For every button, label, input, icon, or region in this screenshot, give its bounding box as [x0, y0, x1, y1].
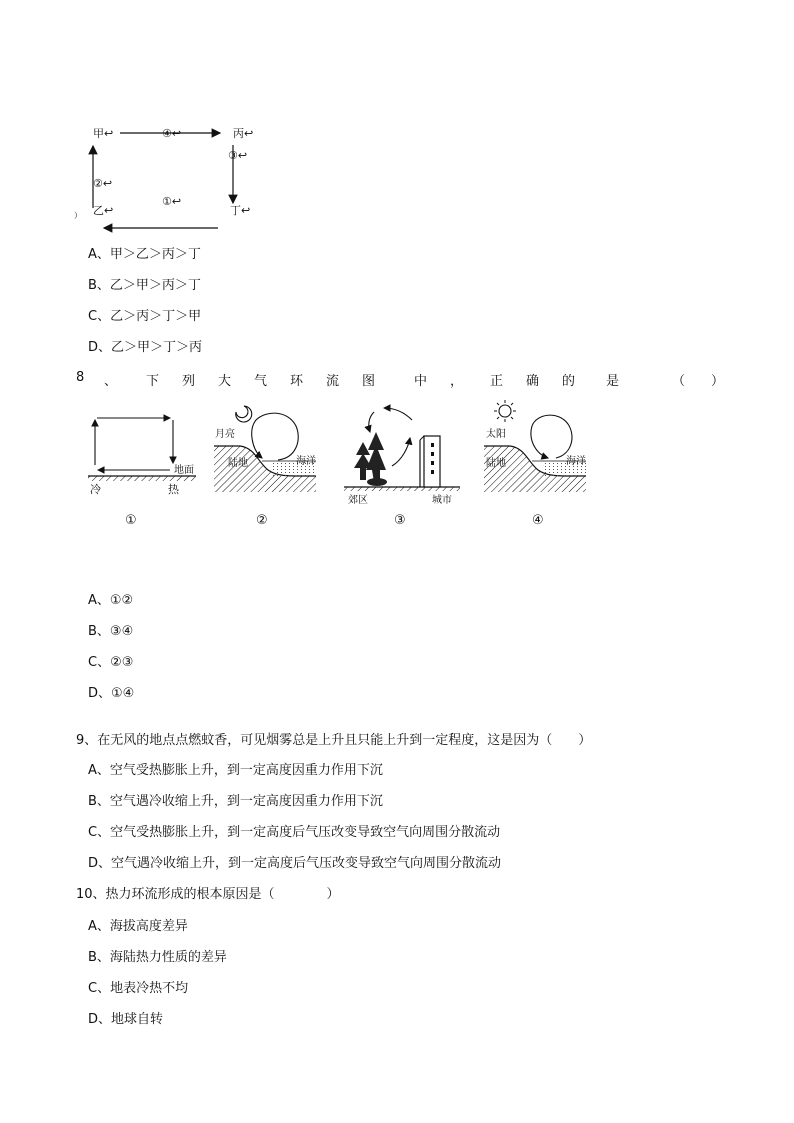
q8-option-d[interactable]: D、①④ [88, 686, 135, 701]
diagram-2 [214, 406, 316, 492]
d1-hot-label: 热 [168, 483, 179, 496]
d4-land-label: 陆地 [486, 458, 506, 469]
q10-option-d[interactable]: D、地球自转 [88, 1012, 164, 1027]
q8-option-c[interactable]: C、②③ [88, 655, 134, 670]
q10-option-b[interactable]: B、海陆热力性质的差异 [88, 950, 227, 965]
circulation-diagrams-svg [0, 0, 794, 540]
d2-sea-label: 海洋 [296, 456, 316, 467]
q7-option-a[interactable]: A、甲＞乙＞丙＞丁 [88, 247, 201, 262]
q7-option-d[interactable]: D、乙＞甲＞丁＞丙 [88, 340, 203, 355]
q8-option-b[interactable]: B、③④ [88, 624, 134, 639]
diagram-3 [344, 408, 460, 491]
q8-answer-paren: （ ） [672, 374, 725, 389]
d3-number: ③ [394, 513, 406, 528]
label-circle-2: ②↩ [93, 177, 113, 190]
moon-icon [236, 406, 252, 422]
d1-ground-label: 地面 [174, 465, 194, 476]
q10-option-c[interactable]: C、地表冷热不均 [88, 981, 189, 996]
d4-number: ④ [532, 513, 544, 528]
q9-option-c[interactable]: C、空气受热膨胀上升，到一定高度后气压改变导致空气向周围分散流动 [88, 825, 501, 840]
label-circle-1: ①↩ [162, 195, 182, 208]
d2-land-label: 陆地 [228, 458, 248, 469]
stray-mark: ） [74, 211, 82, 220]
q7-option-b[interactable]: B、乙＞甲＞丙＞丁 [88, 278, 201, 293]
d4-sun-label: 太阳 [486, 429, 506, 440]
d4-sea-label: 海洋 [566, 456, 586, 467]
q9-option-b[interactable]: B、空气遇冷收缩上升，到一定高度因重力作用下沉 [88, 794, 383, 809]
q7-option-c[interactable]: C、乙＞丙＞丁＞甲 [88, 309, 202, 324]
d2-moon-label: 月亮 [215, 429, 235, 440]
q10-stem: 10、热力环流形成的根本原因是（ ） [76, 887, 340, 902]
q9-option-a[interactable]: A、空气受热膨胀上升，到一定高度因重力作用下沉 [88, 763, 383, 778]
label-jia: 甲↩ [93, 127, 114, 140]
building-icon [420, 436, 440, 487]
label-yi: 乙↩ [93, 204, 114, 217]
q10-option-a[interactable]: A、海拔高度差异 [88, 919, 188, 934]
label-circle-3: ③↩ [228, 149, 248, 162]
d1-number: ① [125, 513, 137, 528]
q9-option-d[interactable]: D、空气遇冷收缩上升，到一定高度后气压改变导致空气向周围分散流动 [88, 856, 502, 871]
d2-number: ② [256, 513, 268, 528]
tree-icon [354, 432, 387, 486]
d1-cold-label: 冷 [90, 483, 101, 496]
d3-city-label: 城市 [432, 495, 452, 506]
q8-option-a[interactable]: A、①② [88, 593, 134, 608]
label-bing: 丙↩ [233, 127, 254, 140]
q9-stem: 9、在无风的地点点燃蚊香，可见烟雾总是上升且只能上升到一定程度，这是因为（ ） [76, 733, 592, 748]
label-circle-4: ④↩ [162, 127, 182, 140]
diagram-4 [484, 400, 586, 492]
label-ding: 丁↩ [230, 204, 251, 217]
sun-icon [494, 400, 516, 422]
d3-suburb-label: 郊区 [348, 495, 368, 506]
